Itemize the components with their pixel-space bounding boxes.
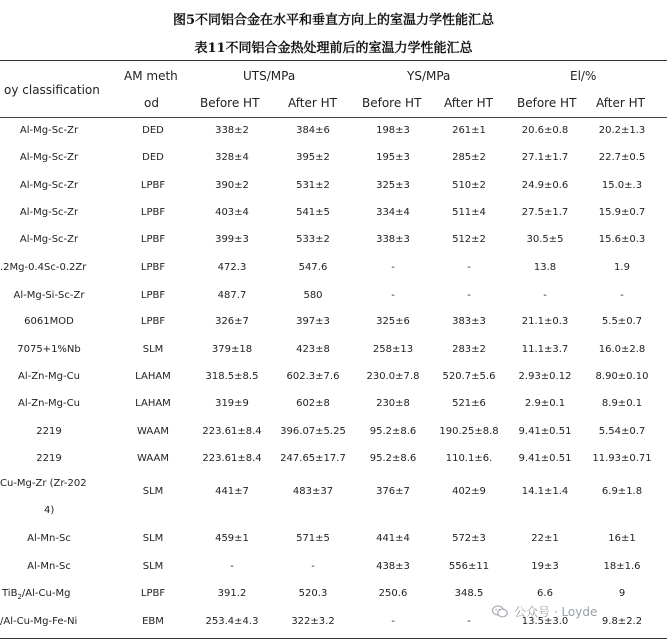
cell-ys-b: 334±4 — [376, 207, 410, 218]
cell-uts-b: 399±3 — [215, 234, 249, 245]
cell-uts-b: 253.4±4.3 — [205, 616, 259, 627]
cell-el-a: - — [620, 290, 624, 301]
cell-uts-b: 403±4 — [215, 207, 249, 218]
cell-uts-a: 322±3.2 — [291, 616, 335, 627]
cell-uts-a: 396.07±5.25 — [280, 426, 346, 437]
cell-alloy: Al-Mn-Sc — [27, 561, 71, 572]
cell-uts-b: 318.5±8.5 — [205, 371, 259, 382]
cell-alloy: 2219 — [36, 426, 62, 437]
header-ys: YS/MPa — [407, 69, 451, 83]
header-uts: UTS/MPa — [243, 69, 296, 83]
cell-uts-b: 338±2 — [215, 125, 249, 136]
cell-el-a: 5.54±0.7 — [598, 426, 646, 437]
cell-ys-a: 383±3 — [452, 316, 486, 327]
cell-el-b: 24.9±0.6 — [521, 180, 569, 191]
cell-am: EBM — [142, 616, 164, 627]
cell-ys-a: 520.7±5.6 — [442, 371, 496, 382]
cell-ys-a: - — [467, 616, 471, 627]
cell-ys-a: 510±2 — [452, 180, 486, 191]
cell-el-a: 15.6±0.3 — [598, 234, 646, 245]
cell-am: WAAM — [137, 453, 169, 464]
table-top-rule — [0, 60, 667, 61]
cell-uts-a: 602±8 — [296, 398, 330, 409]
cell-el-b: 14.1±1.4 — [521, 486, 569, 497]
cell-el-a: 16.0±2.8 — [598, 344, 646, 355]
cell-ys-b: 376±7 — [376, 486, 410, 497]
cell-uts-a: 533±2 — [296, 234, 330, 245]
cell-el-a: 5.5±0.7 — [601, 316, 643, 327]
cell-ys-a: 511±4 — [452, 207, 486, 218]
cell-uts-b: 223.61±8.4 — [202, 426, 262, 437]
cell-ys-a: 285±2 — [452, 152, 486, 163]
cell-uts-b: 326±7 — [215, 316, 249, 327]
cell-uts-b: 472.3 — [217, 262, 247, 273]
cell-uts-a: 397±3 — [296, 316, 330, 327]
cell-ys-b: 258±13 — [372, 344, 414, 355]
header-am-method-line1: AM meth — [124, 69, 178, 83]
cell-uts-a: 423±8 — [296, 344, 330, 355]
cell-am: LPBF — [140, 207, 166, 218]
header-uts-after: After HT — [288, 96, 337, 110]
cell-el-a: 9.8±2.2 — [601, 616, 643, 627]
cell-ys-b: 325±6 — [376, 316, 410, 327]
cell-el-b: 20.6±0.8 — [521, 125, 569, 136]
cell-uts-a: 547.6 — [298, 262, 328, 273]
cell-el-a: 15.0±.3 — [601, 180, 643, 191]
cell-uts-b: 223.61±8.4 — [202, 453, 262, 464]
cell-ys-b: 250.6 — [378, 588, 408, 599]
table-header-rule — [0, 117, 667, 118]
cell-alloy: Al-Mg-Si-Sc-Zr — [13, 290, 85, 301]
cell-am: SLM — [142, 486, 164, 497]
cell-am: SLM — [142, 344, 164, 355]
cell-uts-a: 531±2 — [296, 180, 330, 191]
cell-am: SLM — [142, 533, 164, 544]
cell-el-b: 30.5±5 — [526, 234, 564, 245]
cell-alloy: 7075+1%Nb — [17, 344, 81, 355]
cell-uts-a: 520.3 — [298, 588, 328, 599]
cell-uts-b: 379±18 — [211, 344, 253, 355]
cell-ys-a: 402±9 — [452, 486, 486, 497]
cell-alloy: Al-Mn-Sc — [27, 533, 71, 544]
cell-el-a: 9 — [618, 588, 626, 599]
cell-uts-b: 441±7 — [215, 486, 249, 497]
watermark-text: 公众号 · Loyde — [514, 605, 598, 619]
cell-ys-a: 512±2 — [452, 234, 486, 245]
cell-am: LPBF — [140, 262, 166, 273]
cell-el-b: - — [543, 290, 547, 301]
header-ys-before: Before HT — [362, 96, 422, 110]
header-ys-after: After HT — [444, 96, 493, 110]
cell-alloy: Al-Zn-Mg-Cu — [18, 398, 80, 409]
cell-alloy: Al-Mg-Sc-Zr — [19, 125, 79, 136]
cell-uts-a: 395±2 — [296, 152, 330, 163]
cell-ys-b: 195±3 — [376, 152, 410, 163]
header-uts-before: Before HT — [200, 96, 260, 110]
cell-ys-a: 283±2 — [452, 344, 486, 355]
cell-uts-a: 483±37 — [292, 486, 334, 497]
cell-el-b: 19±3 — [531, 561, 559, 572]
cell-alloy: Cu-Mg-Zr (Zr-202 — [0, 478, 87, 489]
cell-el-b: 27.1±1.7 — [521, 152, 569, 163]
cell-am: LPBF — [140, 588, 166, 599]
cell-uts-b: 391.2 — [217, 588, 247, 599]
cell-am: DED — [142, 152, 164, 163]
cell-ys-b: 95.2±8.6 — [369, 453, 417, 464]
cell-ys-b: 95.2±8.6 — [369, 426, 417, 437]
cell-ys-b: 325±3 — [376, 180, 410, 191]
cell-uts-a: 571±5 — [296, 533, 330, 544]
cell-uts-b: 328±4 — [215, 152, 249, 163]
cell-el-b: 2.9±0.1 — [524, 398, 566, 409]
cell-el-b: 21.1±0.3 — [521, 316, 569, 327]
cell-ys-a: 556±11 — [448, 561, 490, 572]
cell-ys-a: 110.1±6. — [445, 453, 493, 464]
cell-ys-b: 230±8 — [376, 398, 410, 409]
figure-caption: 图5不同铝合金在水平和垂直方向上的室温力学性能汇总 — [172, 13, 495, 28]
cell-el-b: 13.5±3.0 — [521, 616, 569, 627]
cell-el-a: 6.9±1.8 — [601, 486, 643, 497]
cell-alloy-subscript: 2 — [17, 593, 22, 601]
watermark — [492, 603, 597, 620]
cell-uts-b: 390±2 — [215, 180, 249, 191]
cell-uts-b: 319±9 — [215, 398, 249, 409]
header-el-before: Before HT — [517, 96, 577, 110]
cell-alloy-part: TiB — [2, 588, 18, 599]
cell-ys-a: - — [467, 262, 471, 273]
header-alloy-classification: oy classification — [4, 83, 100, 97]
cell-am: LPBF — [140, 290, 166, 301]
cell-ys-a: 572±3 — [452, 533, 486, 544]
cell-el-a: 22.7±0.5 — [598, 152, 646, 163]
cell-alloy: 2219 — [36, 453, 62, 464]
cell-ys-a: 261±1 — [452, 125, 486, 136]
cell-ys-b: 230.0±7.8 — [366, 371, 420, 382]
cell-el-b: 11.1±3.7 — [521, 344, 569, 355]
cell-alloy: Al-Zn-Mg-Cu — [18, 371, 80, 382]
table-bottom-rule — [0, 638, 667, 639]
cell-alloy: Al-Mg-Sc-Zr — [19, 152, 79, 163]
cell-uts-a: 580 — [303, 290, 323, 301]
cell-am: WAAM — [137, 426, 169, 437]
cell-ys-b: - — [391, 290, 395, 301]
cell-uts-b: 487.7 — [217, 290, 247, 301]
cell-alloy: .2Mg-0.4Sc-0.2Zr — [0, 262, 87, 273]
cell-alloy-continued: 4) — [44, 505, 55, 516]
cell-el-a: 1.9 — [614, 262, 630, 273]
cell-uts-a: 247.65±17.7 — [280, 453, 346, 464]
cell-alloy — [2, 588, 70, 601]
cell-am: LAHAM — [135, 371, 171, 382]
cell-el-b: 6.6 — [537, 588, 553, 599]
cell-ys-b: - — [391, 616, 395, 627]
cell-uts-a: 602.3±7.6 — [286, 371, 340, 382]
cell-el-b: 9.41±0.51 — [518, 453, 572, 464]
cell-el-b: 9.41±0.51 — [518, 426, 572, 437]
cell-am: LPBF — [140, 180, 166, 191]
cell-ys-b: 338±3 — [376, 234, 410, 245]
header-el-after: After HT — [596, 96, 645, 110]
cell-uts-b: - — [230, 561, 234, 572]
cell-ys-a: 190.25±8.8 — [439, 426, 499, 437]
cell-alloy-tail: /Al-Cu-Mg — [21, 588, 71, 599]
cell-alloy: 6061MOD — [24, 316, 74, 327]
cell-uts-a: - — [311, 561, 315, 572]
cell-uts-a: 384±6 — [296, 125, 330, 136]
cell-el-b: 27.5±1.7 — [521, 207, 569, 218]
cell-el-a: 8.90±0.10 — [595, 371, 649, 382]
cell-am: LAHAM — [135, 398, 171, 409]
header-el: El/% — [570, 69, 597, 83]
cell-am: LPBF — [140, 316, 166, 327]
cell-ys-b: - — [391, 262, 395, 273]
cell-am: LPBF — [140, 234, 166, 245]
cell-el-b: 22±1 — [531, 533, 559, 544]
cell-alloy: Al-Mg-Sc-Zr — [19, 207, 79, 218]
cell-uts-b: 459±1 — [215, 533, 249, 544]
cell-el-a: 11.93±0.71 — [592, 453, 652, 464]
table-caption: 表11不同铝合金热处理前后的室温力学性能汇总 — [194, 41, 473, 56]
cell-ys-a: 521±6 — [452, 398, 486, 409]
cell-el-a: 18±1.6 — [603, 561, 641, 572]
cell-uts-a: 541±5 — [296, 207, 330, 218]
cell-am: DED — [142, 125, 164, 136]
cell-el-b: 13.8 — [533, 262, 557, 273]
cell-el-a: 20.2±1.3 — [598, 125, 646, 136]
cell-el-a: 16±1 — [608, 533, 636, 544]
cell-am: SLM — [142, 561, 164, 572]
cell-alloy: Al-Mg-Sc-Zr — [19, 180, 79, 191]
header-am-method-line2: od — [144, 96, 159, 110]
cell-ys-b: 438±3 — [376, 561, 410, 572]
cell-el-a: 15.9±0.7 — [598, 207, 646, 218]
cell-el-a: 8.9±0.1 — [601, 398, 643, 409]
cell-ys-a: 348.5 — [454, 588, 484, 599]
cell-ys-a: - — [467, 290, 471, 301]
cell-el-b: 2.93±0.12 — [518, 371, 572, 382]
cell-alloy: /Al-Cu-Mg-Fe-Ni — [0, 616, 78, 627]
cell-ys-b: 198±3 — [376, 125, 410, 136]
wechat-icon — [492, 605, 508, 618]
cell-alloy: Al-Mg-Sc-Zr — [19, 234, 79, 245]
cell-ys-b: 441±4 — [376, 533, 410, 544]
